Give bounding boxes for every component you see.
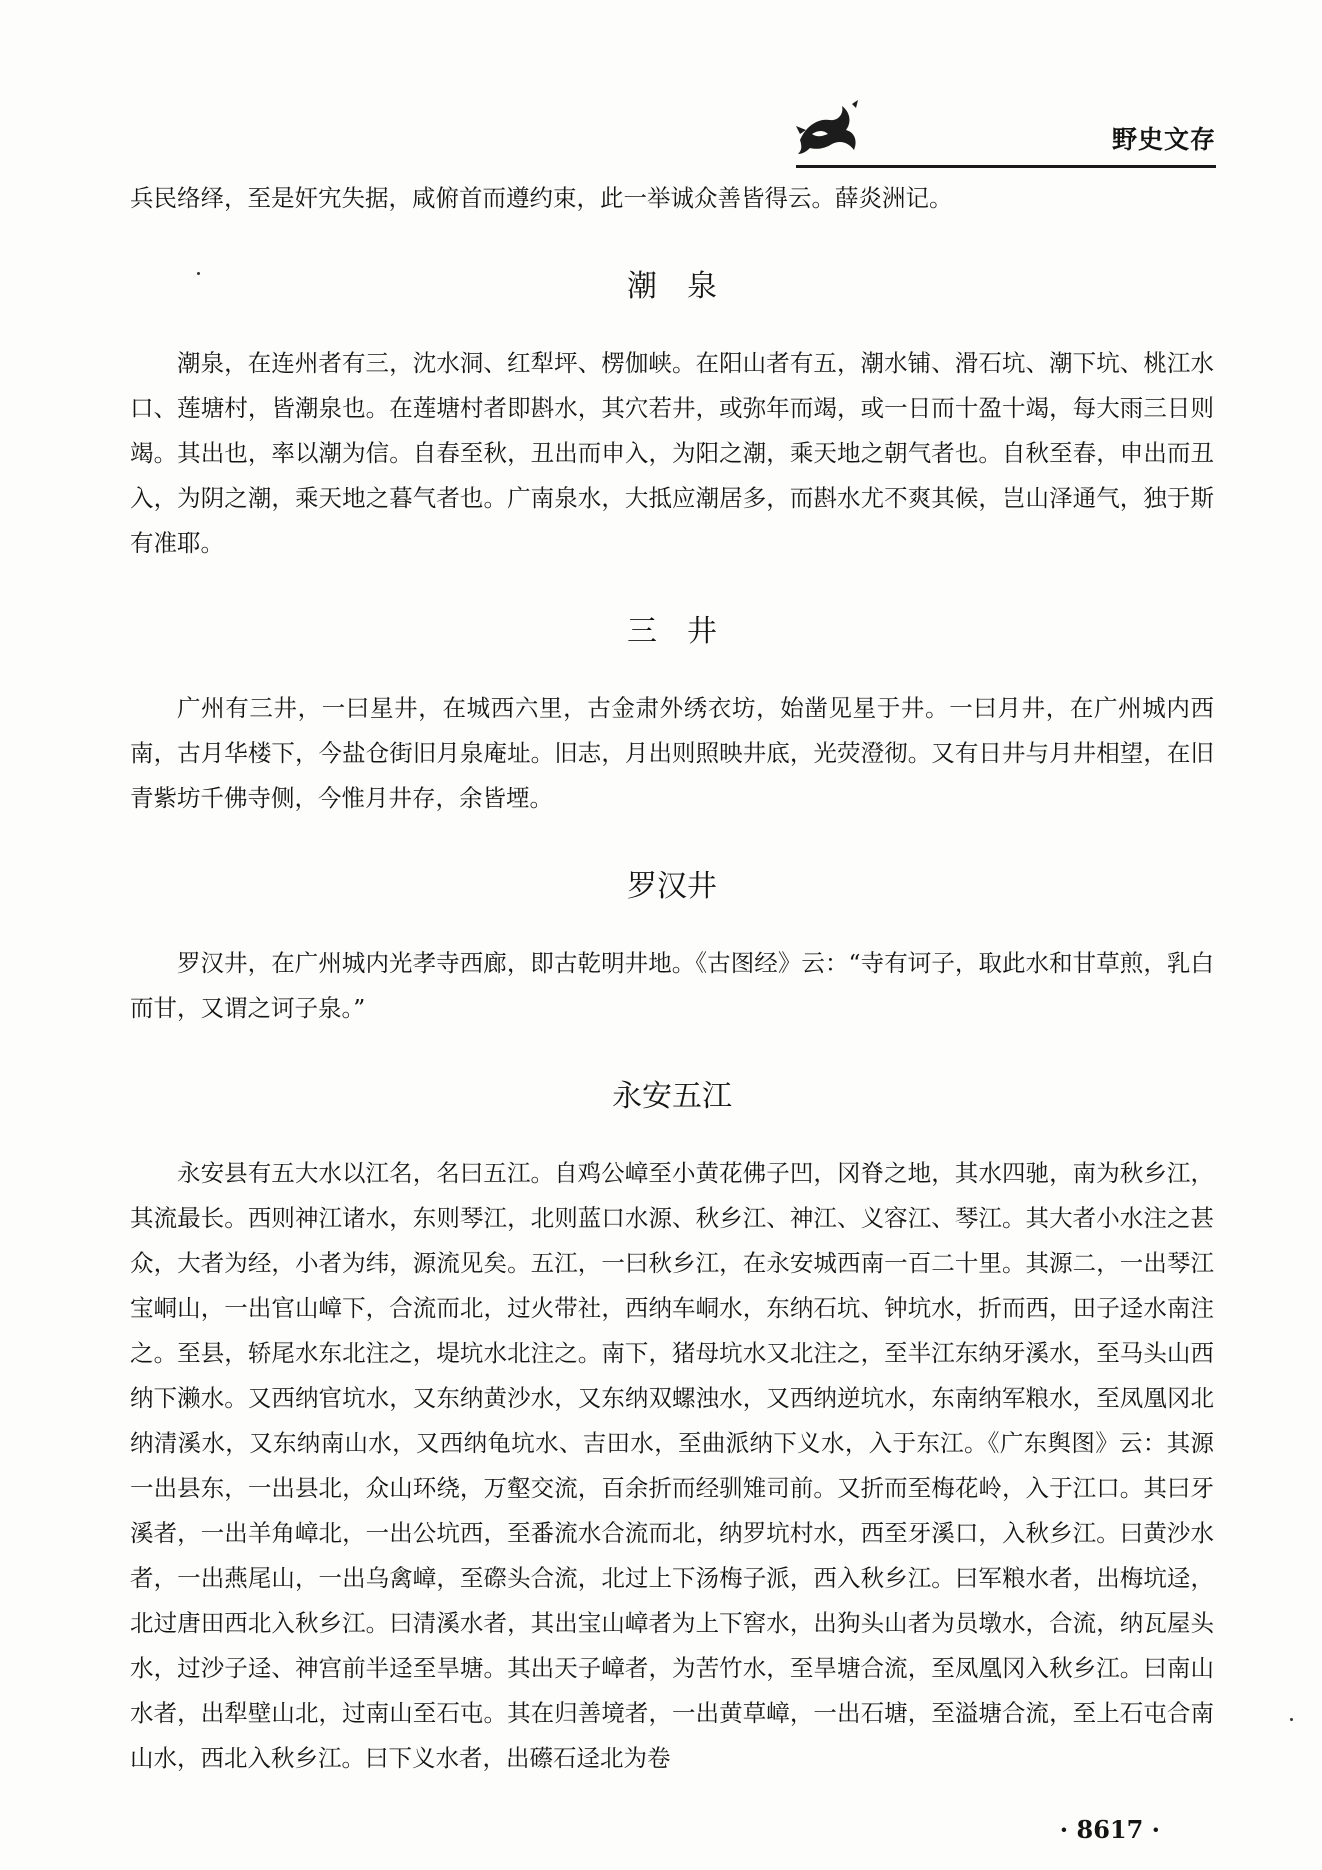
- page-number: · 8617 ·: [1059, 1815, 1160, 1844]
- page-body: [130, 176, 1214, 1781]
- section-title-chao-quan: 潮 泉: [627, 269, 717, 304]
- section-body-chao-quan: 潮泉，在连州者有三，沈水洞、红犁坪、楞伽峡。在阳山者有五，潮水铺、滑石坑、潮下坑、桃江水口、莲塘村，皆潮泉也。在莲塘村者即斟水，其穴若井，或弥年而竭，或一日而十盈十竭，每大雨三日则竭。其出也，率以潮为信。自春至秋，丑出而申入，为阳之潮，乘天地之朝气者也。自秋至春，申出而丑入，为阴之潮，乘天地之暮气者也。广南泉水，大抵应潮居多，而斟水尤不爽其候，岂山泽通气，独于斯有准耶。: [130, 349, 1214, 557]
- section-body-luohan-jing: 罗汉井，在广州城内光孝寺西廊，即古乾明井地。《古图经》云：“寺有诃子，取此水和甘草煎，乳白而甘，又谓之诃子泉。”: [130, 949, 1214, 1022]
- header-rule: [796, 165, 1216, 168]
- running-head-title: 野史文存: [1111, 125, 1216, 154]
- scan-speck: [1290, 1718, 1293, 1721]
- intro-paragraph: 兵民络绎，至是奸宄失据，咸俯首而遵约束，此一举诚众善皆得云。薛炎洲记。: [130, 184, 953, 212]
- dragon-logo-icon: [792, 96, 862, 160]
- section-title-luohan-jing: 罗汉井: [627, 869, 717, 904]
- scan-speck: [197, 272, 200, 275]
- section-title-san-jing: 三 井: [627, 614, 717, 649]
- section-body-yongan-wujiang: 永安县有五大水以江名，名曰五江。自鸡公嶂至小黄花佛子凹，冈脊之地，其水四驰，南为秋乡江，其流最长。西则神江诸水，东则琴江，北则蓝口水源、秋乡江、神江、义容江、琴江。其大者小水注之甚众，大者为经，小者为纬，源流见矣。五江，一曰秋乡江，在永安城西南一百二十里。其源二，一出琴江宝峒山，一出官山嶂下，合流而北，过火带社，西纳车峒水，东纳石坑、钟坑水，折而西，田子迳水南注之。至县，轿尾水东北注之，堤坑水北注之。南下，猪母坑水又北注之，至半江东纳牙溪水，至马头山西纳下濑水。又西纳官坑水，又东纳黄沙水，又东纳双螺浊水，又西纳逆坑水，东南纳军粮水，至凤凰冈北纳清溪水，又东纳南山水，又西纳龟坑水、吉田水，至曲派纳下义水，入于东江。《广东舆图》云：其源一出县东，一出县北，众山环绕，万壑交流，百余折而经驯雉司前。又折而至梅花岭，入于江口。其曰牙溪者，一出羊角嶂北，一出公坑西，至番流水合流而北，纳罗坑村水，西至牙溪口，入秋乡江。曰黄沙水者，一出燕尾山，一出乌禽嶂，至磜头合流，北过上下汤梅子派，西入秋乡江。曰军粮水者，出梅坑迳，北过唐田西北入秋乡江。曰清溪水者，其出宝山嶂者为上下窖水，出狗头山者为员墩水，合流，纳瓦屋头水，过沙子迳、神宫前半迳至旱塘。其出天子嶂者，为苦竹水，至旱塘合流，至凤凰冈入秋乡江。曰南山水者，出犁壁山北，过南山至石屯。其在归善境者，一出黄草嶂，一出石塘，至溢塘合流，至上石屯合南山水，西北入秋乡江。曰下义水者，出礤石迳北为卷: [130, 1159, 1214, 1772]
- section-body-san-jing: 广州有三井，一曰星井，在城西六里，古金肃外绣衣坊，始凿见星于井。一曰月井，在广州城内西南，古月华楼下，今盐仓街旧月泉庵址。旧志，月出则照映井底，光荧澄彻。又有日井与月井相望，在旧青紫坊千佛寺侧，今惟月井存，余皆堙。: [130, 694, 1214, 812]
- section-title-yongan-wujiang: 永安五江: [612, 1079, 732, 1114]
